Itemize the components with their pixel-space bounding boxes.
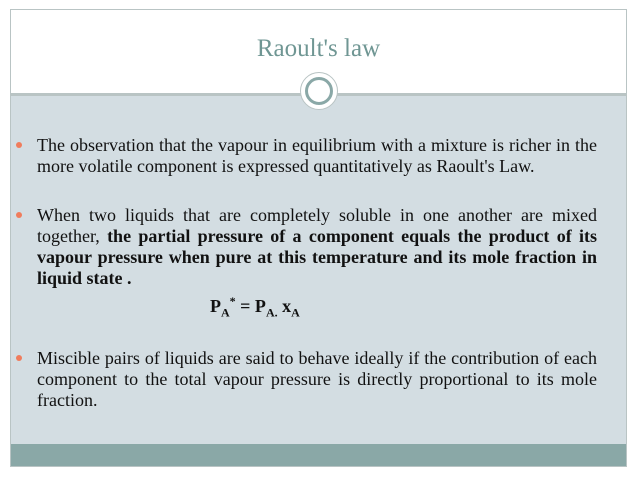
formula-lhs: P — [210, 296, 221, 316]
bullet-icon — [16, 355, 22, 361]
formula-rhs-sub1: A. — [265, 305, 278, 320]
divider-ring-icon — [300, 72, 338, 110]
raoult-formula — [210, 294, 300, 321]
formula-x: x — [277, 296, 292, 316]
bullet-icon — [16, 212, 22, 218]
bullet-3-text: Miscible pairs of liquids are said to behave ideally if the contribution of each component to the total vapour pressure is directly proportional to its mole fraction. — [37, 348, 597, 410]
bullet-text-2 — [37, 205, 597, 289]
formula-lhs-sub: A — [221, 305, 230, 320]
bullet-2-bold: the partial pressure of a component equals the product of its vapour pressure when pure at this temperature and its mole fraction in liquid state . — [37, 226, 597, 288]
formula-lhs-sup: * — [229, 294, 236, 308]
bullet-text-3 — [37, 348, 597, 411]
bullet-1-text: The observation that the vapour in equilibrium with a mixture is richer in the more volatile component is expressed quantitatively as Raoult's Law. — [37, 135, 597, 176]
bullet-2-plain: When two liquids that are completely soluble in one another are mixed together, — [37, 205, 597, 246]
formula-rhs-sub2: A — [291, 305, 300, 320]
footer-band — [11, 444, 626, 466]
slide-title: Raoult's law — [256, 35, 381, 62]
bullet-text-1 — [37, 135, 597, 177]
formula-equals: = P — [235, 296, 266, 316]
divider-ring-inner — [305, 77, 333, 105]
bullet-icon — [16, 142, 22, 148]
